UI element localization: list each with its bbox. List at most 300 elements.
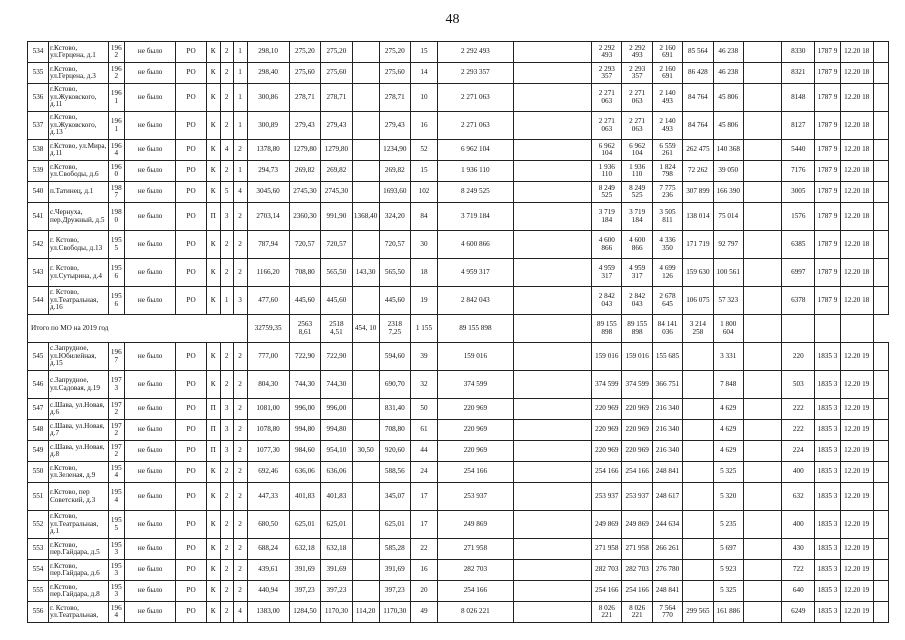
table-cell: 10 [411, 84, 438, 112]
table-cell: 216 340 [652, 420, 682, 441]
table-cell: 391,69 [379, 560, 411, 581]
table-cell: 159 016 [622, 343, 652, 371]
address-cell: г.Кстово, ул.Мира, д.11 [49, 140, 109, 161]
table-cell: 12.20 19 [840, 560, 873, 581]
table-cell: 12.20 18 [840, 161, 873, 182]
table-cell: 12.20 18 [840, 140, 873, 161]
table-cell: 294,73 [247, 161, 289, 182]
table-cell [743, 140, 782, 161]
table-cell [743, 203, 782, 231]
table-cell: 1835 3 [815, 462, 841, 483]
table-cell: 477,60 [247, 287, 289, 315]
table-cell: 2 271 063 [622, 84, 652, 112]
table-cell: РО [176, 462, 206, 483]
table-cell: 1081,00 [247, 399, 289, 420]
table-cell: 2 [220, 231, 233, 259]
table-cell: 2 271 063 [592, 84, 622, 112]
table-cell [513, 581, 591, 602]
table-cell: 2 160 691 [652, 42, 682, 63]
table-cell: 625,01 [379, 511, 411, 539]
table-cell: 565,50 [321, 259, 353, 287]
table-cell: 2 293 357 [622, 63, 652, 84]
table-cell: 439,61 [247, 560, 289, 581]
table-cell: 1953 [108, 539, 124, 560]
table-cell: 279,43 [379, 112, 411, 140]
table-cell: 2 [220, 84, 233, 112]
total-cell [743, 315, 782, 343]
table-cell [873, 560, 888, 581]
table-cell: 445,60 [289, 287, 321, 315]
table-cell: 720,57 [321, 231, 353, 259]
table-cell: 3045,60 [247, 182, 289, 203]
table-cell: К [206, 161, 220, 182]
table-cell: 1 [233, 112, 247, 140]
row-number-cell: 549 [28, 441, 49, 462]
table-cell [513, 182, 591, 203]
table-row [28, 42, 889, 63]
table-cell: 1960 [108, 161, 124, 182]
table-cell: 278,71 [321, 84, 353, 112]
table-cell: РО [176, 84, 206, 112]
table-cell: 106 075 [683, 287, 713, 315]
table-cell: 1 [220, 287, 233, 315]
table-cell: 30,50 [352, 441, 379, 462]
total-cell: 89 155 898 [437, 315, 513, 343]
table-cell: 2 [220, 462, 233, 483]
table-row [28, 511, 889, 539]
table-cell: РО [176, 602, 206, 623]
table-cell: 253 937 [592, 483, 622, 511]
table-cell: 8 026 221 [622, 602, 652, 623]
table-cell: РО [176, 441, 206, 462]
table-cell: не было [124, 560, 175, 581]
table-cell: 2 [233, 462, 247, 483]
table-cell: П [206, 399, 220, 420]
table-cell: РО [176, 511, 206, 539]
table-cell: 4 959 317 [437, 259, 513, 287]
table-cell: 1956 [108, 287, 124, 315]
table-cell: 224 [782, 441, 815, 462]
table-cell: 262 475 [683, 140, 713, 161]
address-cell: с.Запрудное, ул.Садовая, д.19 [49, 371, 109, 399]
table-cell: 15 [411, 42, 438, 63]
table-cell: 19 [411, 287, 438, 315]
table-cell [873, 602, 888, 623]
table-cell: 2 [220, 560, 233, 581]
table-row [28, 63, 889, 84]
table-cell [683, 462, 713, 483]
table-cell: 298,10 [247, 42, 289, 63]
table-cell: 8321 [782, 63, 815, 84]
table-cell: 275,60 [321, 63, 353, 84]
table-cell: 400 [782, 462, 815, 483]
table-row [28, 539, 889, 560]
table-cell [873, 112, 888, 140]
table-cell: не было [124, 420, 175, 441]
table-cell: 8330 [782, 42, 815, 63]
address-cell: г.Кстово, пер.Гайдара, д.6 [49, 560, 109, 581]
table-cell: К [206, 371, 220, 399]
table-cell: 744,30 [321, 371, 353, 399]
table-cell: 271 958 [592, 539, 622, 560]
table-cell: 447,33 [247, 483, 289, 511]
table-cell: 2 [233, 511, 247, 539]
table-cell: 7 775 236 [652, 182, 682, 203]
table-cell: 20 [411, 581, 438, 602]
table-cell: 920,60 [379, 441, 411, 462]
table-cell: 8148 [782, 84, 815, 112]
table-cell: 1 [233, 42, 247, 63]
table-cell: 1953 [108, 560, 124, 581]
table-cell [352, 539, 379, 560]
table-cell: 4 959 317 [592, 259, 622, 287]
table-cell: 12.20 19 [840, 602, 873, 623]
table-cell: К [206, 231, 220, 259]
table-cell [352, 287, 379, 315]
table-cell: К [206, 343, 220, 371]
table-cell: 588,56 [379, 462, 411, 483]
total-cell: 32759,35 [247, 315, 289, 343]
total-cell [815, 315, 841, 343]
table-cell: 400 [782, 511, 815, 539]
table-cell: 984,60 [289, 441, 321, 462]
table-cell: К [206, 63, 220, 84]
table-cell: 254 166 [622, 581, 652, 602]
total-cell [513, 315, 591, 343]
table-cell: 2 160 691 [652, 63, 682, 84]
total-cell: 2563 8,61 [289, 315, 321, 343]
table-cell: 52 [411, 140, 438, 161]
table-cell [743, 42, 782, 63]
table-cell [513, 441, 591, 462]
table-cell: 2 [233, 420, 247, 441]
table-cell: 1378,80 [247, 140, 289, 161]
table-cell: 4 600 866 [592, 231, 622, 259]
table-cell: 2 [220, 371, 233, 399]
table-cell [513, 511, 591, 539]
table-cell [513, 42, 591, 63]
table-cell: 2 678 645 [652, 287, 682, 315]
table-cell: 2 [220, 483, 233, 511]
table-cell: 4 629 [713, 420, 743, 441]
table-cell: 5 320 [713, 483, 743, 511]
table-cell: 2 [233, 343, 247, 371]
table-cell: 45 806 [713, 84, 743, 112]
table-cell: 594,60 [379, 343, 411, 371]
total-cell: 89 155 898 [622, 315, 652, 343]
table-cell: 1955 [108, 511, 124, 539]
table-cell: 3 719 184 [437, 203, 513, 231]
table-cell: 397,23 [289, 581, 321, 602]
table-cell: К [206, 140, 220, 161]
table-cell: РО [176, 259, 206, 287]
table-cell [352, 63, 379, 84]
table-cell: 75 014 [713, 203, 743, 231]
table-cell: РО [176, 63, 206, 84]
address-cell: с.Шава, ул.Новая, д.8 [49, 441, 109, 462]
table-cell: РО [176, 42, 206, 63]
table-cell: 220 969 [437, 399, 513, 420]
table-cell: 374 599 [622, 371, 652, 399]
table-cell [352, 420, 379, 441]
table-cell [873, 203, 888, 231]
table-cell: 2 [220, 581, 233, 602]
table-cell: 831,40 [379, 399, 411, 420]
table-cell: 374 599 [437, 371, 513, 399]
table-cell: 84 764 [683, 112, 713, 140]
table-cell: РО [176, 343, 206, 371]
table-cell: 996,00 [289, 399, 321, 420]
table-cell: 2 842 043 [622, 287, 652, 315]
table-cell: 954,10 [321, 441, 353, 462]
table-cell: П [206, 203, 220, 231]
address-cell: г.Кстово, ул.Свободы, д.6 [49, 161, 109, 182]
table-cell: 7 564 770 [652, 602, 682, 623]
table-cell: РО [176, 161, 206, 182]
table-cell: 46 238 [713, 63, 743, 84]
table-row [28, 441, 889, 462]
table-row [28, 112, 889, 140]
table-cell [743, 560, 782, 581]
table-cell: 1787 9 [815, 161, 841, 182]
table-cell [873, 161, 888, 182]
total-cell: 3 214 258 [683, 315, 713, 343]
total-cell [782, 315, 815, 343]
table-cell: 6 962 104 [592, 140, 622, 161]
table-cell: 5 235 [713, 511, 743, 539]
table-cell: 1170,30 [321, 602, 353, 623]
table-cell: 17 [411, 483, 438, 511]
table-cell: 445,60 [379, 287, 411, 315]
table-cell: 140 368 [713, 140, 743, 161]
table-cell: 1787 9 [815, 140, 841, 161]
table-cell: 12.20 18 [840, 203, 873, 231]
table-row [28, 420, 889, 441]
table-cell: 366 751 [652, 371, 682, 399]
table-cell: 3005 [782, 182, 815, 203]
total-cell: 2318 7,25 [379, 315, 411, 343]
table-cell: 1 [233, 161, 247, 182]
row-number-cell: 542 [28, 231, 49, 259]
table-cell: РО [176, 203, 206, 231]
table-cell [513, 84, 591, 112]
table-cell: 49 [411, 602, 438, 623]
table-cell: 253 937 [622, 483, 652, 511]
table-cell: 275,60 [379, 63, 411, 84]
table-cell: 2703,14 [247, 203, 289, 231]
table-cell [873, 581, 888, 602]
table-cell: 688,24 [247, 539, 289, 560]
table-cell: 777,00 [247, 343, 289, 371]
table-cell [873, 343, 888, 371]
table-cell: 16 [411, 560, 438, 581]
table-cell: 3 331 [713, 343, 743, 371]
total-cell: 89 155 898 [592, 315, 622, 343]
table-cell: 220 969 [592, 441, 622, 462]
table-cell: 2 [233, 539, 247, 560]
table-cell: 401,83 [321, 483, 353, 511]
table-cell: не было [124, 63, 175, 84]
table-cell: 1 [233, 63, 247, 84]
table-cell: 503 [782, 371, 815, 399]
table-cell: 632,18 [321, 539, 353, 560]
table-cell: 279,43 [321, 112, 353, 140]
table-cell [352, 462, 379, 483]
table-cell: 5440 [782, 140, 815, 161]
table-cell: 248 841 [652, 462, 682, 483]
table-cell: 12.20 18 [840, 84, 873, 112]
row-number-cell: 543 [28, 259, 49, 287]
table-cell: 690,70 [379, 371, 411, 399]
table-cell: 2 140 493 [652, 84, 682, 112]
table-cell: К [206, 483, 220, 511]
table-cell: 44 [411, 441, 438, 462]
table-cell: 1987 [108, 182, 124, 203]
table-cell: 12.20 18 [840, 287, 873, 315]
table-cell: 324,20 [379, 203, 411, 231]
table-cell [683, 560, 713, 581]
address-cell: с.Шава, ул.Новая, д.7 [49, 420, 109, 441]
table-cell: 12.20 19 [840, 462, 873, 483]
table-cell: 1953 [108, 581, 124, 602]
table-cell [513, 483, 591, 511]
table-cell: П [206, 420, 220, 441]
table-cell [352, 140, 379, 161]
table-cell [513, 287, 591, 315]
table-cell: 3 719 184 [622, 203, 652, 231]
table-cell: 1835 3 [815, 343, 841, 371]
table-cell: 220 969 [592, 399, 622, 420]
table-cell [513, 161, 591, 182]
table-cell [683, 371, 713, 399]
table-cell: 2360,30 [289, 203, 321, 231]
table-cell: 2 [220, 112, 233, 140]
table-cell: 161 886 [713, 602, 743, 623]
table-cell [683, 399, 713, 420]
table-cell [873, 371, 888, 399]
address-cell: с.Запрудное, ул.Юбилейная, д.15 [49, 343, 109, 371]
table-cell: 4 [220, 140, 233, 161]
table-cell: 12.20 19 [840, 343, 873, 371]
table-cell: К [206, 42, 220, 63]
table-cell: 278,71 [379, 84, 411, 112]
table-cell: 1972 [108, 441, 124, 462]
table-cell [683, 420, 713, 441]
table-cell [352, 343, 379, 371]
table-cell: 6997 [782, 259, 815, 287]
table-cell [513, 63, 591, 84]
table-cell: 1787 9 [815, 231, 841, 259]
table-cell [683, 581, 713, 602]
table-cell: К [206, 539, 220, 560]
table-cell [513, 371, 591, 399]
table-row [28, 483, 889, 511]
table-cell: 1787 9 [815, 63, 841, 84]
table-cell: 722,90 [289, 343, 321, 371]
table-cell: 345,07 [379, 483, 411, 511]
table-cell: 155 685 [652, 343, 682, 371]
table-cell: 2 [233, 371, 247, 399]
table-cell: 2 842 043 [437, 287, 513, 315]
table-cell: 680,50 [247, 511, 289, 539]
table-cell: 4 336 350 [652, 231, 682, 259]
table-cell [513, 140, 591, 161]
page-number: 48 [445, 12, 460, 27]
table-cell: 254 166 [592, 581, 622, 602]
table-cell: 32 [411, 371, 438, 399]
table-cell [683, 539, 713, 560]
table-cell: 6385 [782, 231, 815, 259]
table-cell: 632 [782, 483, 815, 511]
table-row [28, 140, 889, 161]
table-cell: 57 323 [713, 287, 743, 315]
table-cell: 254 166 [622, 462, 652, 483]
table-cell: 1787 9 [815, 42, 841, 63]
table-cell: К [206, 560, 220, 581]
table-cell [873, 84, 888, 112]
table-cell [352, 84, 379, 112]
table-cell: 2 [220, 161, 233, 182]
table-cell [873, 42, 888, 63]
table-cell: 1 [233, 84, 247, 112]
table-cell: 171 719 [683, 231, 713, 259]
table-cell: 2 [220, 539, 233, 560]
table-cell [352, 161, 379, 182]
table-cell: 2 293 357 [592, 63, 622, 84]
table-cell: 159 016 [592, 343, 622, 371]
row-number-cell: 556 [28, 602, 49, 623]
table-cell: 440,94 [247, 581, 289, 602]
address-cell: г.Кстово, ул.Герцена, д.3 [49, 63, 109, 84]
table-cell: 12.20 19 [840, 511, 873, 539]
table-cell: 2 271 063 [437, 84, 513, 112]
table-cell: 22 [411, 539, 438, 560]
table-cell: 4 [233, 182, 247, 203]
table-cell: К [206, 511, 220, 539]
table-cell: 1787 9 [815, 84, 841, 112]
table-cell: 298,40 [247, 63, 289, 84]
table-cell: 30 [411, 231, 438, 259]
table-cell: 1077,30 [247, 441, 289, 462]
table-cell: 1835 3 [815, 441, 841, 462]
table-cell: 276 780 [652, 560, 682, 581]
table-row [28, 560, 889, 581]
table-cell: 254 166 [437, 581, 513, 602]
address-cell: г. Кстово, ул.Сутырина, д.4 [49, 259, 109, 287]
table-cell [873, 539, 888, 560]
table-cell: не было [124, 231, 175, 259]
table-cell: 15 [411, 161, 438, 182]
table-cell: 2 [220, 259, 233, 287]
table-cell: 401,83 [289, 483, 321, 511]
table-cell: 39 [411, 343, 438, 371]
table-cell: 8 026 221 [437, 602, 513, 623]
table-cell: 1284,50 [289, 602, 321, 623]
table-cell: 1279,80 [321, 140, 353, 161]
table-cell: 565,50 [379, 259, 411, 287]
table-cell: К [206, 84, 220, 112]
table-cell: 1 824 798 [652, 161, 682, 182]
table-cell: 804,30 [247, 371, 289, 399]
table-cell: К [206, 602, 220, 623]
table-cell: 6 962 104 [622, 140, 652, 161]
table-cell: 271 958 [437, 539, 513, 560]
table-cell: П [206, 441, 220, 462]
table-cell: 1835 3 [815, 560, 841, 581]
table-cell: 12.20 18 [840, 182, 873, 203]
table-cell [743, 581, 782, 602]
table-cell [513, 231, 591, 259]
